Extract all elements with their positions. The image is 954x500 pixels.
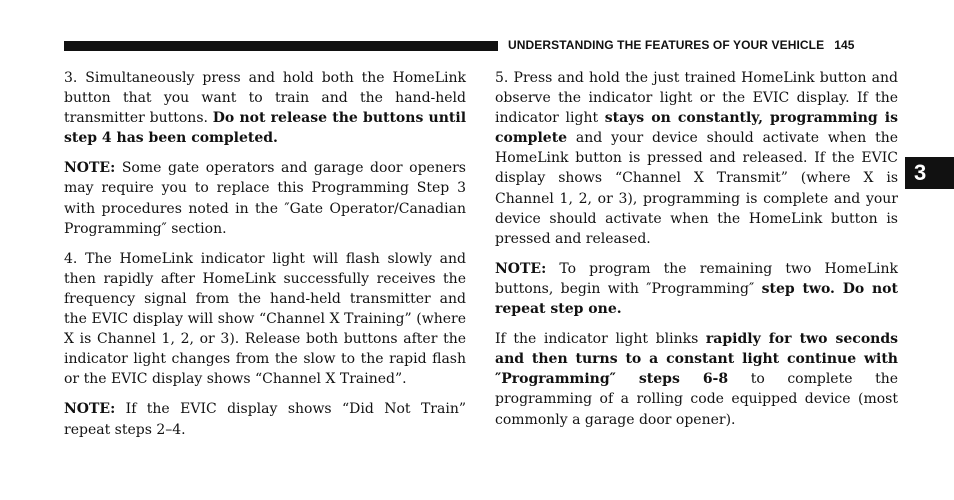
note-text: Some gate operators and garage door openers may require you to replace this Programming Step 3 with procedures noted in the ″Gate Operator/Canadian Programming″ section. [64,160,466,237]
left-column [64,68,466,450]
note-label: NOTE: [64,160,116,177]
blink-emphasis: rapidly for two seconds and then turns to a constant light continue with ″Programming″ steps 6-8 [495,331,899,388]
chapter-tab: 3 [905,157,954,189]
note-emphasis: step two. Do not repeat step one. [495,280,898,318]
blink-paragraph [495,329,898,429]
step-4-paragraph: 4. The HomeLink indicator light will flash slowly and then rapidly after HomeLink successfully receives the frequency signal from the hand-held transmitter and the EVIC display will show “Channel X Training” (where X is Channel 1, 2, or 3). Release both buttons after the indicator light changes from the slow to the rapid flash or the EVIC display shows “Channel X Trained”. [64,250,466,388]
note-label: NOTE: [495,260,547,277]
step-3-paragraph [64,68,466,148]
step-3-warning: Do not release the buttons until step 4 has been completed. [64,110,467,147]
page-number: 145 [834,38,855,52]
note-remaining-buttons [495,259,898,319]
step-5-text-cont: and your device should activate when the HomeLink button is pressed and released. If the EVIC display shows “Channel X Transmit” (where X is Channel 1, 2, or 3), programming is complete and your device should activate when the HomeLink button is pressed and released. [495,130,898,247]
note-text: If the EVIC display shows “Did Not Train” repeat steps 2–4. [64,401,466,438]
step-5-emphasis: stays on constantly, programming is complete [495,110,898,147]
header-rule-bar [64,41,498,51]
blink-text: If the indicator light blinks [495,331,706,348]
step-3-text: 3. Simultaneously press and hold both the HomeLink button that you want to train and the hand-held transmitter buttons. [64,70,466,127]
note-gate-operators [64,158,466,238]
right-column [495,68,898,440]
step-5-text: 5. Press and hold the just trained HomeLink button and observe the indicator light or the EVIC display. If the indicator light [495,70,898,127]
section-title: UNDERSTANDING THE FEATURES OF YOUR VEHICLE [508,38,825,52]
step-5-paragraph [495,68,898,249]
note-did-not-train [64,399,466,439]
note-text: To program the remaining two HomeLink buttons, begin with ″Programming″ [495,260,898,297]
running-header [508,38,855,52]
blink-text-cont: to complete the programming of a rolling code equipped device (most commonly a garage door opener). [495,371,899,428]
note-label: NOTE: [64,401,116,418]
